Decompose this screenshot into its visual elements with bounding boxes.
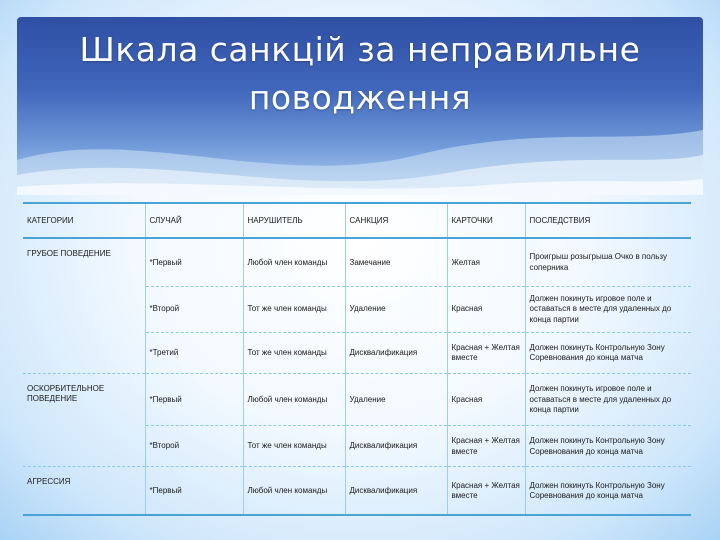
category-cell <box>23 332 145 373</box>
consequences-cell: Должен покинуть игровое поле и оставаться в месте для удаленных до конца партии <box>525 286 691 332</box>
sanction-cell: Дисквалификация <box>345 332 447 373</box>
category-cell: ГРУБОЕ ПОВЕДЕНИЕ <box>27 249 111 258</box>
category-cell: ОСКОРБИТЕЛЬНОЕ ПОВЕДЕНИЕ <box>27 383 105 403</box>
table-row <box>23 426 691 467</box>
sanction-cell: Дисквалификация <box>345 467 447 516</box>
consequences-cell: Должен покинуть Контрольную Зону Соревнования до конца матча <box>525 467 691 516</box>
header-cards: КАРТОЧКИ <box>447 203 525 238</box>
header-sanction: САНКЦИЯ <box>345 203 447 238</box>
table-row <box>23 467 691 516</box>
sanction-cell: Удаление <box>345 286 447 332</box>
offender-cell: Тот же член команды <box>243 332 345 373</box>
case-cell: *Второй <box>145 426 243 467</box>
consequences-cell: Должен покинуть Контрольную Зону Соревнования до конца матча <box>525 426 691 467</box>
category-cell <box>23 286 145 332</box>
slide-title: Шкала санкцій за неправильне поводження <box>79 30 641 117</box>
sanctions-table-wrapper <box>23 202 691 516</box>
offender-cell: Тот же член команды <box>243 286 345 332</box>
table-row <box>23 332 691 373</box>
consequences-cell: Проигрыш розыгрыша Очко в пользу соперника <box>525 238 691 286</box>
case-cell: *Первый <box>145 373 243 426</box>
header-category: КАТЕГОРИИ <box>23 203 145 238</box>
sanction-cell: Дисквалификация <box>345 426 447 467</box>
table-header-row <box>23 203 691 238</box>
cards-cell: Желтая <box>447 238 525 286</box>
header-case: СЛУЧАЙ <box>145 203 243 238</box>
sanction-cell: Замечание <box>345 238 447 286</box>
case-cell: *Первый <box>145 467 243 516</box>
cards-cell: Красная <box>447 286 525 332</box>
offender-cell: Тот же член команды <box>243 426 345 467</box>
table-row <box>23 373 691 426</box>
category-cell: АГРЕССИЯ <box>23 467 145 516</box>
consequences-cell: Должен покинуть игровое поле и оставаться в месте для удаленных до конца партии <box>525 373 691 426</box>
consequences-cell: Должен покинуть Контрольную Зону Соревнования до конца матча <box>525 332 691 373</box>
sanctions-table <box>23 202 691 516</box>
case-cell: *Второй <box>145 286 243 332</box>
sanction-cell: Удаление <box>345 373 447 426</box>
table-row <box>23 238 691 286</box>
cards-cell: Красная + Желтая вместе <box>447 332 525 373</box>
case-cell: *Первый <box>145 238 243 286</box>
category-cell <box>23 426 145 467</box>
table-row <box>23 286 691 332</box>
cards-cell: Красная <box>447 373 525 426</box>
case-cell: *Третий <box>145 332 243 373</box>
cards-cell: Красная + Желтая вместе <box>447 426 525 467</box>
offender-cell: Любой член команды <box>243 373 345 426</box>
header-consequences: ПОСЛЕДСТВИЯ <box>525 203 691 238</box>
cards-cell: Красная + Желтая вместе <box>447 467 525 516</box>
header-offender: НАРУШИТЕЛЬ <box>243 203 345 238</box>
offender-cell: Любой член команды <box>243 467 345 516</box>
offender-cell: Любой член команды <box>243 238 345 286</box>
